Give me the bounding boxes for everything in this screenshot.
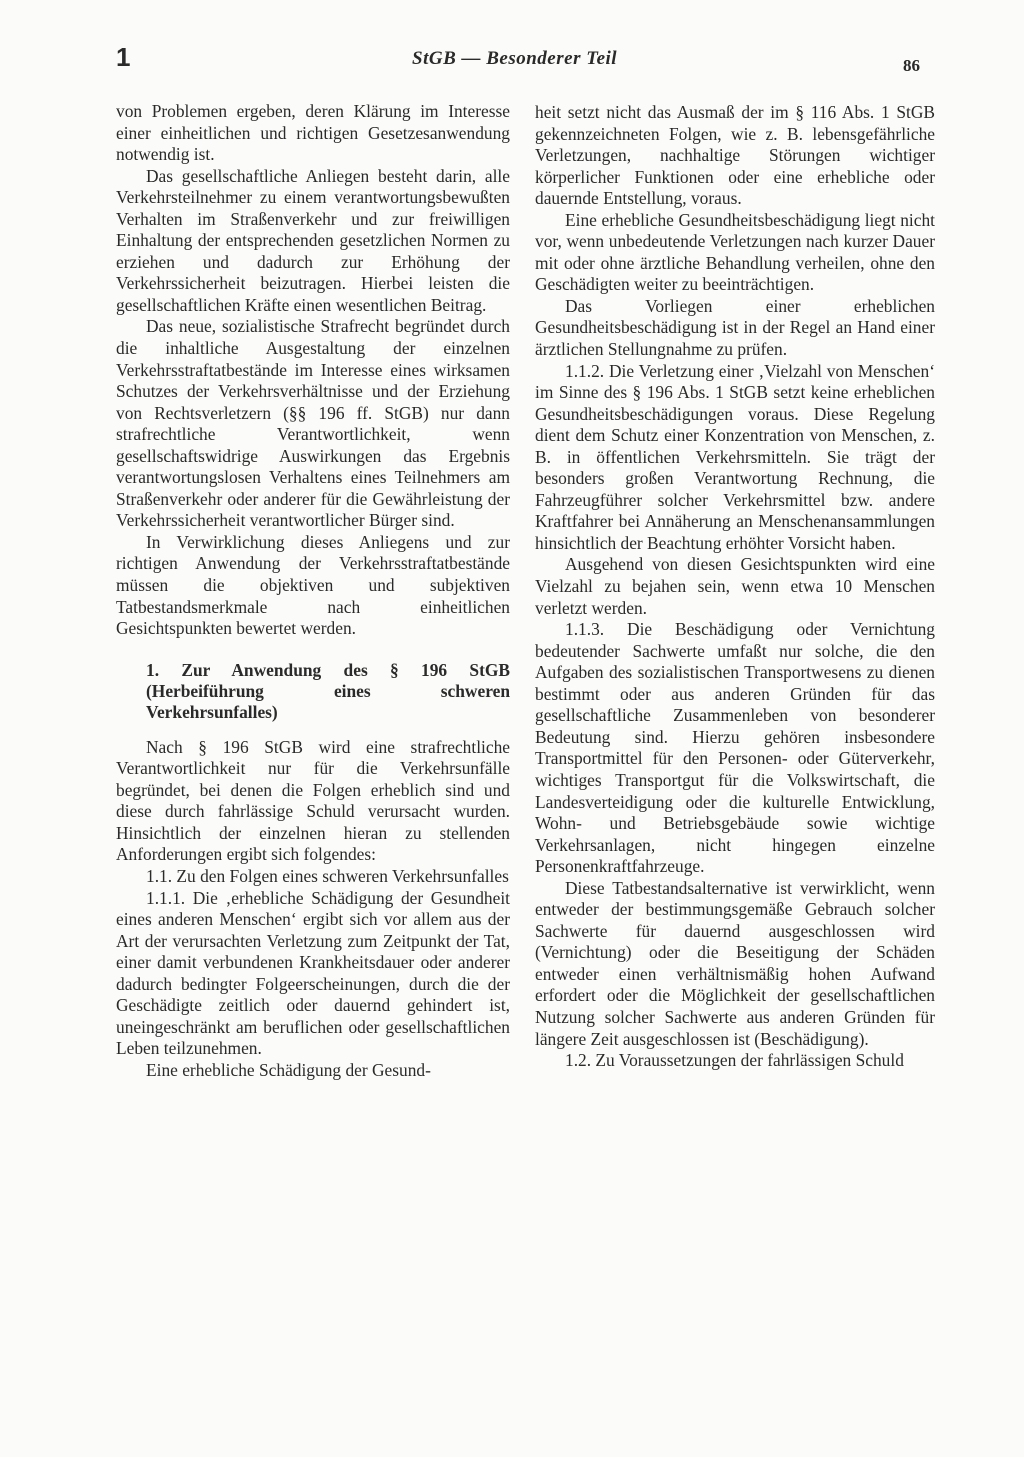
paragraph: Diese Tatbestandsalternative ist verwirklicht, wenn entweder der bestimmungsgemäße Gebrauch solcher Sachwerte für dauernd ausgeschlossen wird (Vernichtung) oder die Beseitigung der Schäden entweder einen verhältnismäßig hohen Aufwand erfordert oder die Möglichkeit der gesellschaftlichen Nutzung solcher Sachwerte aus anderen Gründen für längere Zeit ausgeschlossen ist (Beschädigung). (535, 877, 935, 1049)
paragraph: heit setzt nicht das Ausmaß der im § 116 Abs. 1 StGB gekennzeichneten Folgen, wie z. B. lebensgefährliche Verletzungen, nachhaltige Störungen wichtiger körperlicher Funktionen oder eine erhebliche oder dauernde Entstellung, voraus. (535, 102, 935, 209)
paragraph: Eine erhebliche Schädigung der Gesund- (146, 1059, 431, 1080)
page-number: 86 (903, 56, 920, 75)
left-column (116, 101, 510, 1081)
running-title: StGB — Besonderer Teil (412, 48, 618, 69)
paragraph: 1.1. Zu den Folgen eines schweren Verkehrsunfalles (146, 865, 509, 886)
paragraph: In Verwirklichung dieses Anliegens und zur richtigen Anwendung der Verkehrsstraftatbestände müssen die objektiven und subjektiven Tatbestandsmerkmale nach einheitlichen Gesichtspunkten bewertet werden. (116, 531, 510, 639)
page-header (0, 0, 1024, 90)
paragraph: Nach § 196 StGB wird eine strafrechtliche Verantwortlichkeit nur für die Verkehrsunfälle begründet, bei denen die Folgen erheblich sind und diese durch fahrlässige Schuld verursacht wurden. Hinsichtlich der einzelnen hieran zu stellenden Anforderungen ergibt sich folgendes: (116, 736, 510, 865)
paragraph: 1.1.2. Die Verletzung einer ‚Vielzahl von Menschen‘ im Sinne des § 196 Abs. 1 StGB setzt keine erheblichen Gesundheitsbeschädigungen voraus. Diese Regelung dient dem Schutz einer Konzentration von Menschen, z. B. in öffentlichen Verkehrsmitteln. Sie trägt der besonders großen Verantwortung Rechnung, die Fahrzeugführer solcher Verkehrsmittel bzw. andere Kraftfahrer bei Annäherung an Menschenansammlungen hinsichtlich der Beachtung erhöhter Vorsicht haben. (535, 360, 935, 553)
paragraph: 1.1.3. Die Beschädigung oder Vernichtung bedeutender Sachwerte umfaßt nur solche, die den Aufgaben des sozialistischen Transportwesens zu dienen bestimmt oder aus anderen Gründen für das gesellschaftliche Zusammenleben von besonderer Bedeutung sind. Hierzu gehören insbesondere Transportmittel für den Personen- oder Güterverkehr, wichtiges Transportgut für die Volkswirtschaft, die Landesverteidigung oder die kulturelle Entwicklung, Wohn- und Betriebsgebäude sowie wichtige Verkehrsanlagen, nicht hingegen einzelne Personenkraftfahrzeuge. (535, 619, 935, 877)
paragraph: 1.2. Zu Voraussetzungen der fahrlässigen Schuld (565, 1050, 904, 1071)
paragraph: 1.1.1. Die ‚erhebliche Schädigung der Gesundheit eines anderen Menschen‘ ergibt sich vor allem aus der Art der verursachten Verletzung zum Zeitpunkt der Tat, einer damit verbundenen Krankheitsdauer oder anderer dadurch bedingter Folgeerscheinungen, durch die der Geschädigte zeitlich oder dauernd gehindert ist, uneingeschränkt am beruflichen oder gesellschaftlichen Leben teilzunehmen. (116, 887, 510, 1059)
paragraph: Ausgehend von diesen Gesichtspunkten wird eine Vielzahl zu bejahen sein, wenn etwa 10 Menschen verletzt werden. (535, 554, 935, 618)
chapter-number: 1 (116, 42, 131, 72)
right-column (535, 102, 935, 1072)
section-heading: 1. Zur Anwendung des § 196 StGB (Herbeiführung eines schweren Verkehrsunfalles) (146, 659, 510, 722)
paragraph: Das neue, sozialistische Strafrecht begründet durch die inhaltliche Ausgestaltung der einzelnen Verkehrsstraftatbestände im Interesse eines wirksamen Schutzes der Verkehrsverhältnisse und der Erziehung von Rechtsverletzern (§§ 196 ff. StGB) nur dann strafrechtliche Verantwortlichkeit, wenn gesellschaftswidrige Auswirkungen das Ergebnis verantwortungslosen Verhaltens eines Teilnehmers am Straßenverkehr oder anderer für die Gewährleistung der Verkehrssicherheit verantwortlicher Bürger sind. (116, 316, 510, 531)
paragraph: Das gesellschaftliche Anliegen besteht darin, alle Verkehrsteilnehmer zu einem verantwortungsbewußten Verhalten im Straßenverkehr und zur freiwilligen Einhaltung der entsprechenden gesetzlichen Normen zu erziehen und dadurch zur Erhöhung der Verkehrssicherheit beizutragen. Hierbei leisten die gesellschaftlichen Kräfte einen wesentlichen Beitrag. (116, 165, 510, 315)
paragraph: Das Vorliegen einer erheblichen Gesundheitsbeschädigung ist in der Regel an Hand einer ärztlichen Stellungnahme zu prüfen. (535, 295, 935, 360)
paragraph: Eine erhebliche Gesundheitsbeschädigung liegt nicht vor, wenn unbedeutende Verletzungen nach kurzer Dauer mit oder ohne ärztliche Behandlung verheilen, ohne den Geschädigten weiter zu beeinträchtigen. (535, 209, 935, 295)
paragraph: von Problemen ergeben, deren Klärung im Interesse einer einheitlichen und richtigen Gesetzesanwendung notwendig ist. (116, 101, 510, 165)
